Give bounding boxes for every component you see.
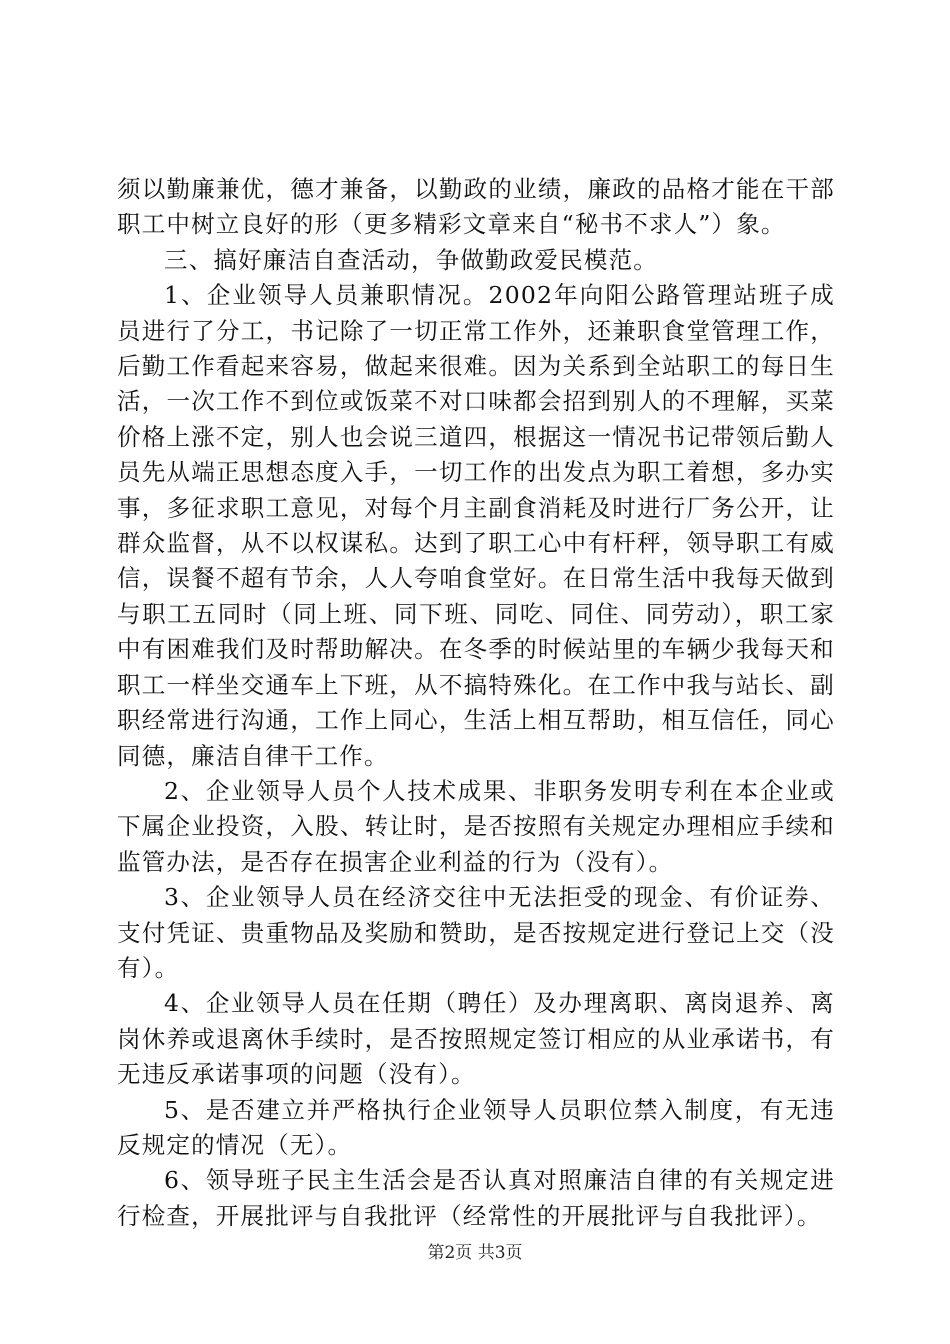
paragraph-item-2: 2、企业领导人员个人技术成果、非职务发明专利在本企业或下属企业投资，入股、转让时，是否按照有关规定办理相应手续和监管办法，是否存在损害企业利益的行为（没有）。 (117, 776, 835, 876)
paragraph-item-4: 4、企业领导人员在任期（聘任）及办理离职、离岗退养、离岗休养或退离休手续时，是否按照规定签订相应的从业承诺书，有无违反承诺事项的问题（没有）。 (117, 989, 835, 1089)
document-body (117, 172, 835, 1234)
paragraph-item-5: 5、是否建立并严格执行企业领导人员职位禁入制度，有无违反规定的情况（无）。 (117, 1095, 835, 1159)
section-heading-3: 三、搞好廉洁自查活动，争做勤政爱民模范。 (164, 245, 658, 274)
paragraph-item-1: 1、企业领导人员兼职情况。2002年向阳公路管理站班子成员进行了分工，书记除了一切正常工作外，还兼职食堂管理工作，后勤工作看起来容易，做起来很难。因为关系到全站职工的每日生活，一次工作不到位或饭菜不对口味都会招到别人的不理解，买菜价格上涨不定，别人也会说三道四，根据这一情况书记带领后勤人员先从端正思想态度入手，一切工作的出发点为职工着想，多办实事，多征求职工意见，对每个月主副食消耗及时进行厂务公开，让群众监督，从不以权谋私。达到了职工心中有杆秤，领导职工有威信，误餐不超有节余，人人夸咱食堂好。在日常生活中我每天做到与职工五同时（同上班、同下班、同吃、同住、同劳动），职工家中有困难我们及时帮助解决。在冬季的时候站里的车辆少我每天和职工一样坐交通车上下班，从不搞特殊化。在工作中我与站长、副职经常进行沟通，工作上同心，生活上相互帮助，相互信任，同心同德，廉洁自律干工作。 (117, 281, 835, 770)
paragraph-item-3: 3、企业领导人员在经济交往中无法拒受的现金、有价证券、支付凭证、贵重物品及奖励和赞助，是否按规定进行登记上交（没有）。 (117, 883, 835, 982)
page-number-footer: 第2页 共3页 (427, 1243, 523, 1263)
paragraph-item-6: 6、领导班子民主生活会是否认真对照廉洁自律的有关规定进行检查，开展批评与自我批评（经常性的开展批评与自我批评）。 (117, 1166, 835, 1230)
paragraph-1: 须以勤廉兼优，德才兼备，以勤政的业绩，廉政的品格才能在干部职工中树立良好的形（更多精彩文章来自“秘书不求人”）象。 (117, 175, 835, 239)
